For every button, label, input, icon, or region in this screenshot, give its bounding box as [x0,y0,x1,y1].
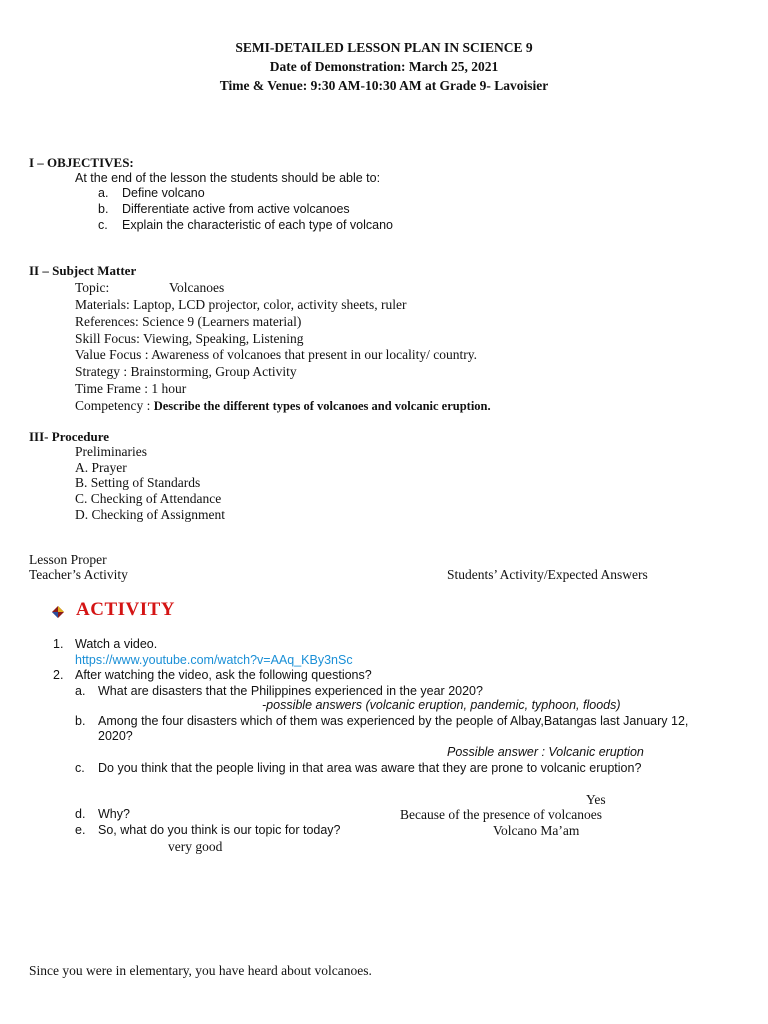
objective-marker: b. [98,202,109,216]
objective-item: Define volcano [122,186,205,200]
topic-label: Topic: [75,280,110,295]
answer-e: Volcano Ma’am [493,823,580,838]
competency-label: Competency : [75,398,154,413]
answer-a: -possible answers (volcanic eruption, pandemic, typhoon, floods) [262,698,621,712]
answer-b: Possible answer : Volcanic eruption [447,745,644,759]
lesson-proper-label: Lesson Proper [29,552,107,567]
question-e: So, what do you think is our topic for today? [98,823,341,837]
step-watch-video: Watch a video. [75,637,158,651]
question-marker: b. [75,714,86,728]
procedure-item: C. Checking of Attendance [75,491,222,506]
procedure-heading: III- Procedure [29,429,110,444]
question-b-line1: Among the four disasters which of them was experienced by the people of Albay,Batangas last January 12, [98,714,689,728]
teacher-activity-header: Teacher’s Activity [29,567,128,582]
question-a: What are disasters that the Philippines experienced in the year 2020? [98,684,483,698]
lesson-plan-title: SEMI-DETAILED LESSON PLAN IN SCIENCE 9 [235,40,533,55]
objective-marker: c. [98,218,108,232]
subject-matter-heading: II – Subject Matter [29,263,137,278]
answer-d: Because of the presence of volcanoes [400,807,603,822]
procedure-item: A. Prayer [75,460,127,475]
question-c: Do you think that the people living in that area was aware that they are prone to volcanic eruption? [98,761,642,775]
question-b-line2: 2020? [98,729,133,743]
skill-focus-line: Skill Focus: Viewing, Speaking, Listening [75,331,304,346]
step-ask-questions: After watching the video, ask the following questions? [75,668,372,682]
value-focus-line: Value Focus : Awareness of volcanoes that present in our locality/ country. [75,347,478,362]
objective-item: Explain the characteristic of each type of volcano [122,218,393,232]
answer-c: Yes [586,792,606,807]
procedure-item: D. Checking of Assignment [75,507,225,522]
strategy-line: Strategy : Brainstorming, Group Activity [75,364,297,379]
activity-title: ACTIVITY [76,599,176,620]
step-marker: 1. [53,637,64,651]
question-d: Why? [98,807,130,821]
student-activity-header: Students’ Activity/Expected Answers [447,567,648,582]
objectives-intro: At the end of the lesson the students should be able to: [75,171,381,185]
video-link[interactable]: https://www.youtube.com/watch?v=AAq_KBy3nSc [75,653,353,667]
competency-value: Describe the different types of volcanoes and volcanic eruption. [153,399,491,413]
question-marker: e. [75,823,86,837]
competency-line [75,398,491,414]
objective-item: Differentiate active from active volcanoes [122,202,350,216]
topic-value: Volcanoes [169,280,225,295]
references-line: References: Science 9 (Learners material) [75,314,302,329]
procedure-item: B. Setting of Standards [75,475,201,490]
step-marker: 2. [53,668,64,682]
preliminaries-label: Preliminaries [75,444,147,459]
diamond-bullet-icon [52,606,64,618]
time-frame-line: Time Frame : 1 hour [75,381,187,396]
materials-line: Materials: Laptop, LCD projector, color, activity sheets, ruler [75,297,407,312]
closing-text: Since you were in elementary, you have heard about volcanoes. [29,963,372,978]
praise-text: very good [168,839,223,854]
demonstration-date: Date of Demonstration: March 25, 2021 [269,59,499,74]
objectives-heading: I – OBJECTIVES: [29,155,134,170]
objective-marker: a. [98,186,109,200]
question-marker: a. [75,684,86,698]
time-venue: Time & Venue: 9:30 AM-10:30 AM at Grade 9- Lavoisier [219,78,549,93]
question-marker: c. [75,761,85,775]
question-marker: d. [75,807,86,821]
